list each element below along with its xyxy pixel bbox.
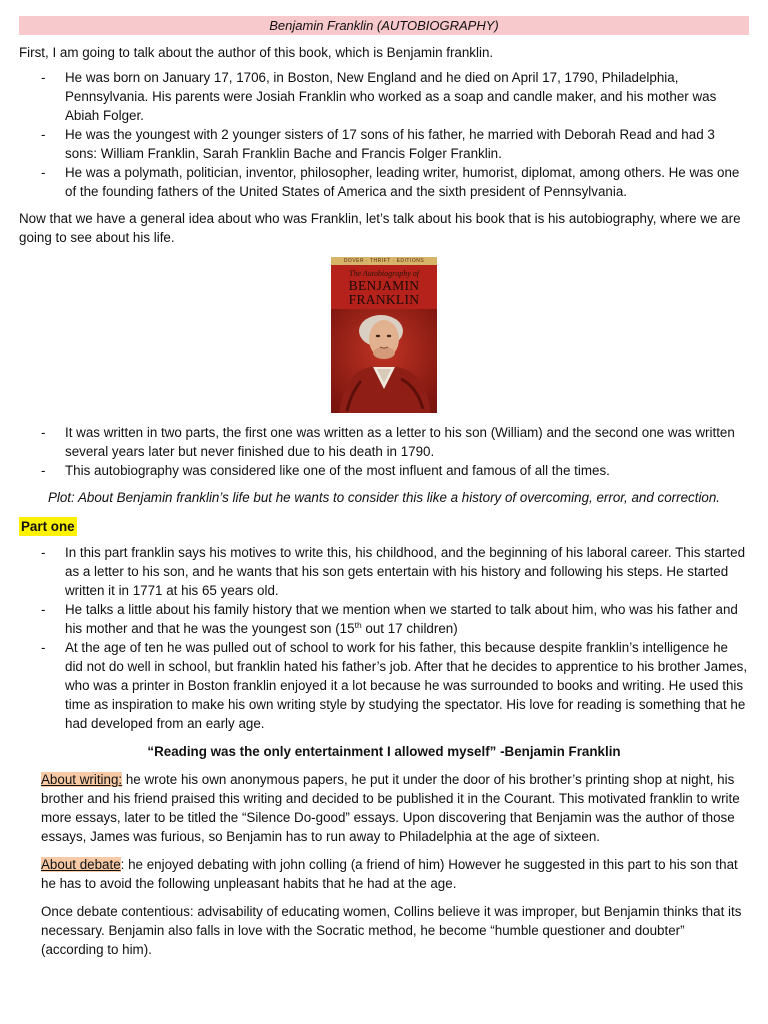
bio-bullet-family: - He was the youngest with 2 younger sisters of 17 sons of his father, he married with Deborah Read and had 3 sons: William Franklin, Sarah Franklin Bache and Francis Folger Franklin. bbox=[19, 125, 749, 163]
franklin-quote: “Reading was the only entertainment I allowed myself” -Benjamin Franklin bbox=[147, 744, 621, 759]
about-debate-paragraph bbox=[19, 855, 749, 893]
bio-list bbox=[19, 68, 749, 201]
part-one-heading: Part one bbox=[21, 519, 75, 534]
intro-paragraph: First, I am going to talk about the author of this book, which is Benjamin franklin. bbox=[19, 45, 494, 60]
part-one-bullet-apprentice: - At the age of ten he was pulled out of school to work for his father, this because despite franklin’s intelligence he did not do well in school, but franklin hated his father’s job. After that he decides to apprentice to his brother James, who was a printer in Boston franklin enjoyed it a lot because he was surrounded to books and writing. He used this time as inspiration to make his own writing style by studying the spectator. His love for reading is something that he had developed from an early age. bbox=[19, 638, 749, 733]
about-debate-text: : he enjoyed debating with john colling (a friend of him) However he suggested in this part to his son that he has to avoid the following unpleasant habits that he had at the age. bbox=[41, 857, 738, 891]
franklin-portrait bbox=[331, 309, 437, 413]
book-bullet-fame: - This autobiography was considered like one of the most influent and famous of all the times. bbox=[19, 461, 749, 480]
about-writing-paragraph bbox=[19, 770, 749, 846]
ordinal-superscript: th bbox=[354, 620, 362, 630]
document-title: Benjamin Franklin (AUTOBIOGRAPHY) bbox=[19, 16, 749, 35]
cover-name bbox=[331, 279, 437, 307]
publisher-band-text: DOVER · THRIFT · EDITIONS bbox=[343, 258, 425, 264]
cover-name-line2: FRANKLIN bbox=[348, 292, 420, 307]
part-one-bullet-family-tail: out 17 children) bbox=[361, 621, 458, 636]
part-one-list bbox=[19, 543, 749, 733]
about-writing-label: About writing: bbox=[41, 772, 123, 787]
bio-bullet-career: - He was a polymath, politician, inventor, philosopher, leading writer, humorist, diplomat, among others. He was one of the founding fathers of the United States of America and the sixth president of Pennsylvania. bbox=[19, 163, 749, 201]
book-bullet-parts: - It was written in two parts, the first one was written as a letter to his son (William) and the second one was written several years later but never finished due to his death in 1790. bbox=[19, 423, 749, 461]
part-one-bullet-family-text: He talks a little about his family history that we mention when we started to talk about him, who was his father and his mother and that he was the youngest son (15 bbox=[65, 602, 738, 636]
part-one-bullet-motives: - In this part franklin says his motives to write this, his childhood, and the beginning of his laboral career. This started as a letter to his son, and he wants that his son gets entertain with his history and following his steps. He started written it in 1771 at his 65 years old. bbox=[19, 543, 749, 600]
part-one-bullet-family bbox=[19, 600, 749, 638]
cover-subtitle: The Autobiography of bbox=[348, 269, 420, 278]
bio-bullet-birth: - He was born on January 17, 1706, in Boston, New England and he died on April 17, 1790, Philadelphia, Pennsylvania. His parents were Josiah Franklin who worked as a soap and candle maker, and his mother was Abiah Folger. bbox=[19, 68, 749, 125]
cover-name-line1: BENJAMIN bbox=[348, 278, 420, 293]
about-writing-text: he wrote his own anonymous papers, he put it under the door of his brother’s printing shop at night, his brother and his friend praised this writing and decided to be published it in the Courant. This motivated franklin to write more essays, later to be titled the “Silence Do-good” essays. Upon discovering that Benjamin was the author of those essays, James was furious, so Benjamin has to run away to Philadelphia at the age of sixteen. bbox=[41, 772, 740, 844]
debate-detail-paragraph: Once debate contentious: advisability of educating women, Collins believe it was improper, but Benjamin thinks that its necessary. Benjamin also falls in love with the Socratic method, he become “humble questioner and doubter” (according to him). bbox=[41, 904, 742, 957]
transition-paragraph: Now that we have a general idea about who was Franklin, let’s talk about his book that is his autobiography, where we are going to see about his life. bbox=[19, 211, 741, 245]
about-debate-label: About debate bbox=[41, 857, 121, 872]
book-cover-image bbox=[331, 257, 437, 413]
plot-summary: Plot: About Benjamin franklin’s life but he wants to consider this like a history of overcoming, error, and correction. bbox=[47, 490, 721, 505]
book-cover-container bbox=[19, 257, 749, 415]
book-facts-list bbox=[19, 423, 749, 480]
